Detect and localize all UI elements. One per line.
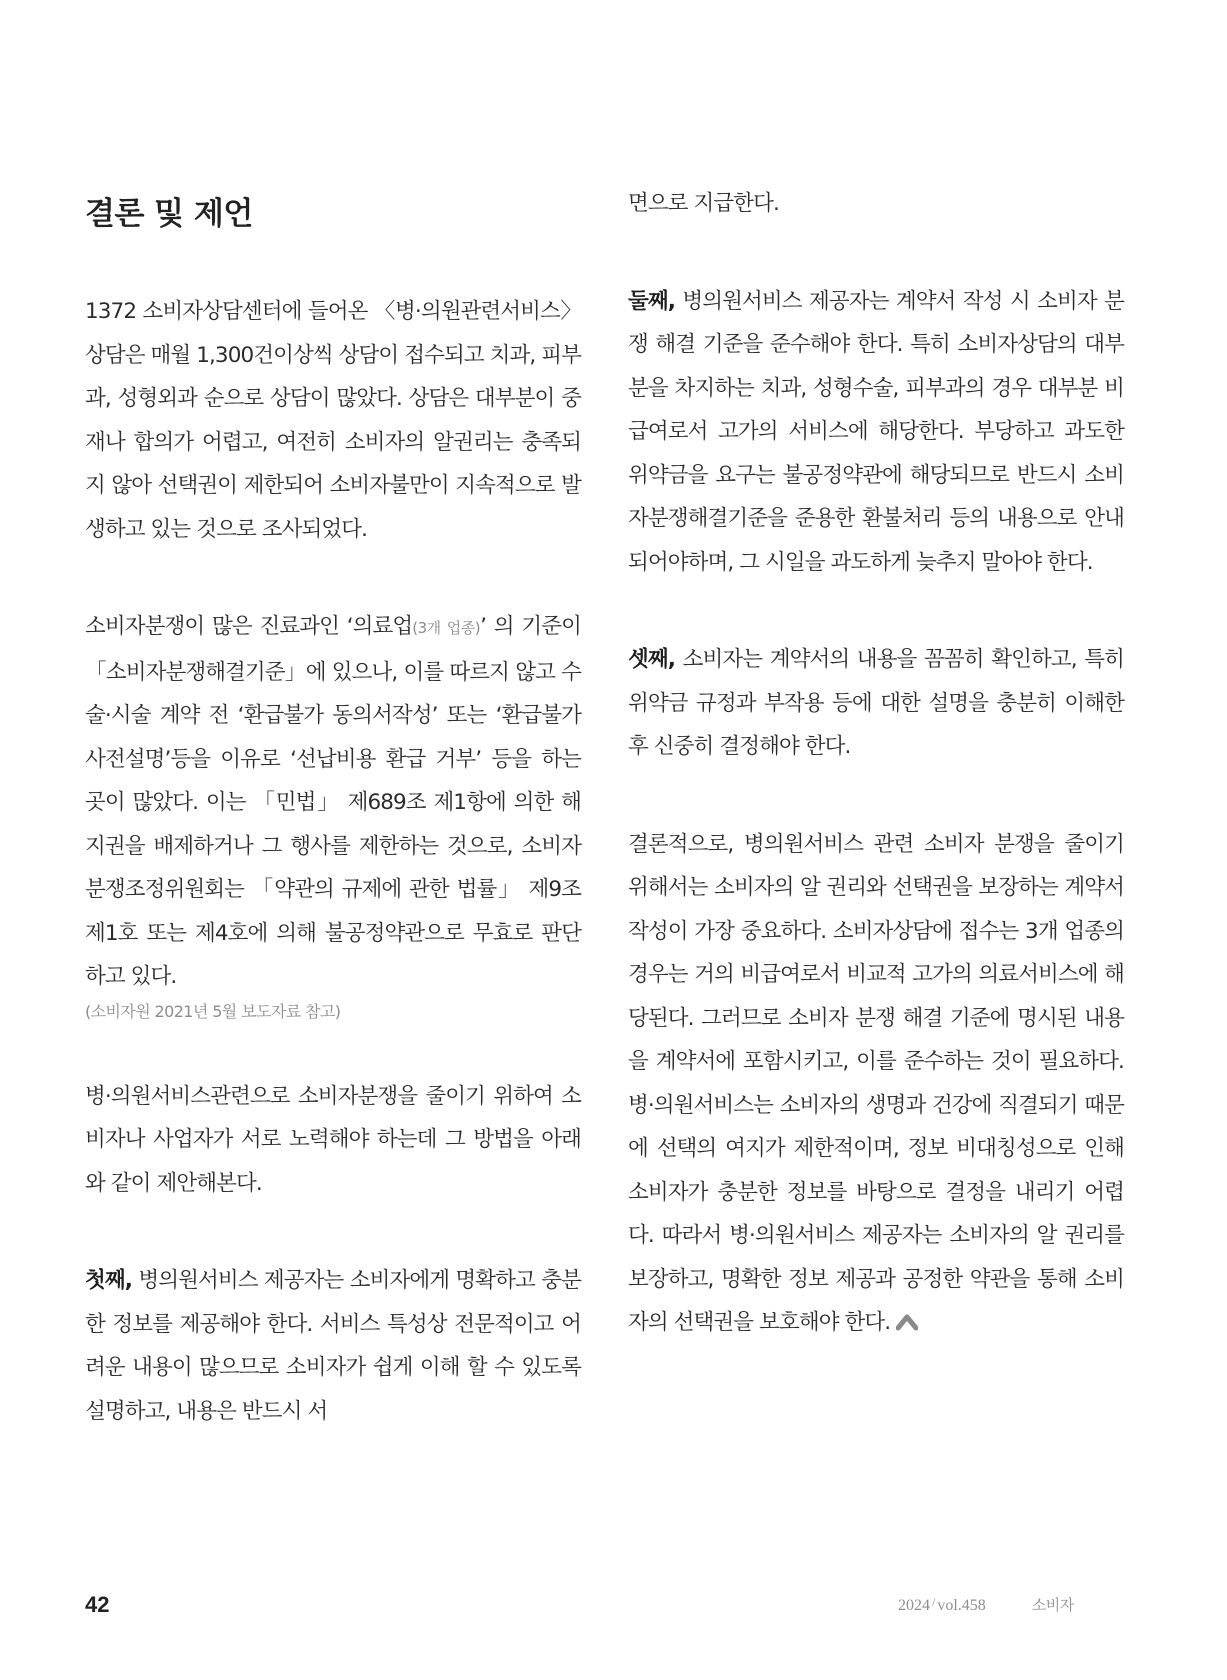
paragraph-conclusion: [628, 823, 1124, 1345]
paragraph-dispute-start: 소비자분쟁이 많은 진료과인 ‘의료업: [85, 614, 413, 639]
right-column: [628, 182, 1124, 1345]
paragraph-dispute: [85, 605, 581, 999]
left-column: [85, 290, 581, 1433]
third-text: 소비자는 계약서의 내용을 꼼꼼히 확인하고, 특히 위약금 규정과 부작용 등에 대한 설명을 충분히 이해한 후 신중히 결정해야 한다.: [628, 647, 1124, 759]
first-text: 병의원서비스 제공자는 소비자에게 명확하고 충분한 정보를 제공해야 한다. 서비스 특성상 전문적이고 어려운 내용이 많으므로 소비자가 쉽게 이해 할 수 있도록 설명하고, 내용은 반드시 서: [85, 1268, 581, 1424]
paragraph-intro: 1372 소비자상담센터에 들어온 〈병·의원관련서비스〉 상담은 매월 1,300건이상씩 상담이 접수되고 치과, 피부과, 성형외과 순으로 상담이 많았다. 상담은 대부분이 중재나 합의가 어렵고, 여전히 소비자의 알권리는 충족되지 않아 선택권이 제한되어 소비자불만이 지속적으로 발생하고 있는 것으로 조사되었다.: [85, 299, 581, 542]
second-label: 둘째,: [628, 288, 676, 314]
paragraph-second-proposal: [628, 280, 1124, 585]
second-text: 병의원서비스 제공자는 계약서 작성 시 소비자 분쟁 해결 기준을 준수해야 한다. 특히 소비자상담의 대부분을 차지하는 치과, 성형수술, 피부과의 경우 대부분 비급여로서 고가의 서비스에 해당한다. 부당하고 과도한 위약금을 요구는 불공정약관에 해당되므로 반드시 소비자분쟁해결기준을 준용한 환불처리 등의 내용으로 안내되어야하며, 그 시일을 과도하게 늦추지 말아야 한다.: [628, 288, 1124, 575]
issue-slash: /: [932, 1595, 936, 1609]
running-footer: [898, 1594, 1074, 1615]
issue-year: 2024: [898, 1597, 930, 1614]
page-number: 42: [85, 1592, 110, 1617]
industry-count-note: (3개 업종): [412, 619, 481, 637]
paragraph-continued: 면으로 지급한다.: [628, 191, 779, 216]
paragraph-dispute-rest: ’ 의 기준이 「소비자분쟁해결기준」에 있으나, 이를 따르지 않고 수술·시술 계약 전 ‘환급불가 동의서작성’ 또는 ‘환급불가 사전설명’등을 이유로 ‘선납비용 환급 거부’ 등을 하는 곳이 많았다. 이는 「민법」 제689조 제1항에 의한 해지권을 배제하거나 그 행사를 제한하는 것으로, 소비자분쟁조정위원회는 「약관의 규제에 관한 법률」 제9조 제1호 또는 제4호에 의해 불공정약관으로 무효로 판단하고 있다.: [85, 614, 581, 989]
paragraph-third-proposal: [628, 638, 1124, 769]
magazine-name: 소비자: [1031, 1596, 1074, 1614]
section-title: 결론 및 제언: [85, 196, 253, 232]
paragraph-proposal-intro: 병·의원서비스관련으로 소비자분쟁을 줄이기 위하여 소비자나 사업자가 서로 노력해야 하는데 그 방법을 아래와 같이 제안해본다.: [85, 1083, 581, 1196]
third-label: 셋째,: [628, 647, 676, 672]
issue-info: [898, 1595, 986, 1615]
conclusion-text: 결론적으로, 병의원서비스 관련 소비자 분쟁을 줄이기 위해서는 소비자의 알 권리와 선택권을 보장하는 계약서 작성이 가장 중요하다. 소비자상담에 접수는 3개 업종의 경우는 거의 비급여로서 비교적 고가의 의료서비스에 해당된다. 그러므로 소비자 분쟁 해결 기준에 명시된 내용을 계약서에 포함시키고, 이를 준수하는 것이 필요하다. 병·의원서비스는 소비자의 생명과 건강에 직결되기 때문에 선택의 여지가 제한적이며, 정보 비대칭성으로 인해 소비자가 충분한 정보를 바탕으로 결정을 내리기 어렵다. 따라서 병·의원서비스 제공자는 소비자의 알 권리를 보장하고, 명확한 정보 제공과 공정한 약관을 통해 소비자의 선택권을 보호해야 한다.: [628, 831, 1124, 1335]
first-label: 첫째,: [85, 1268, 133, 1293]
issue-volume: vol.458: [937, 1597, 986, 1614]
paragraph-first-proposal: [85, 1259, 581, 1433]
source-note: (소비자원 2021년 5월 보도자료 참고): [85, 1001, 341, 1021]
chevron-up-end-mark-icon: [896, 1303, 918, 1321]
